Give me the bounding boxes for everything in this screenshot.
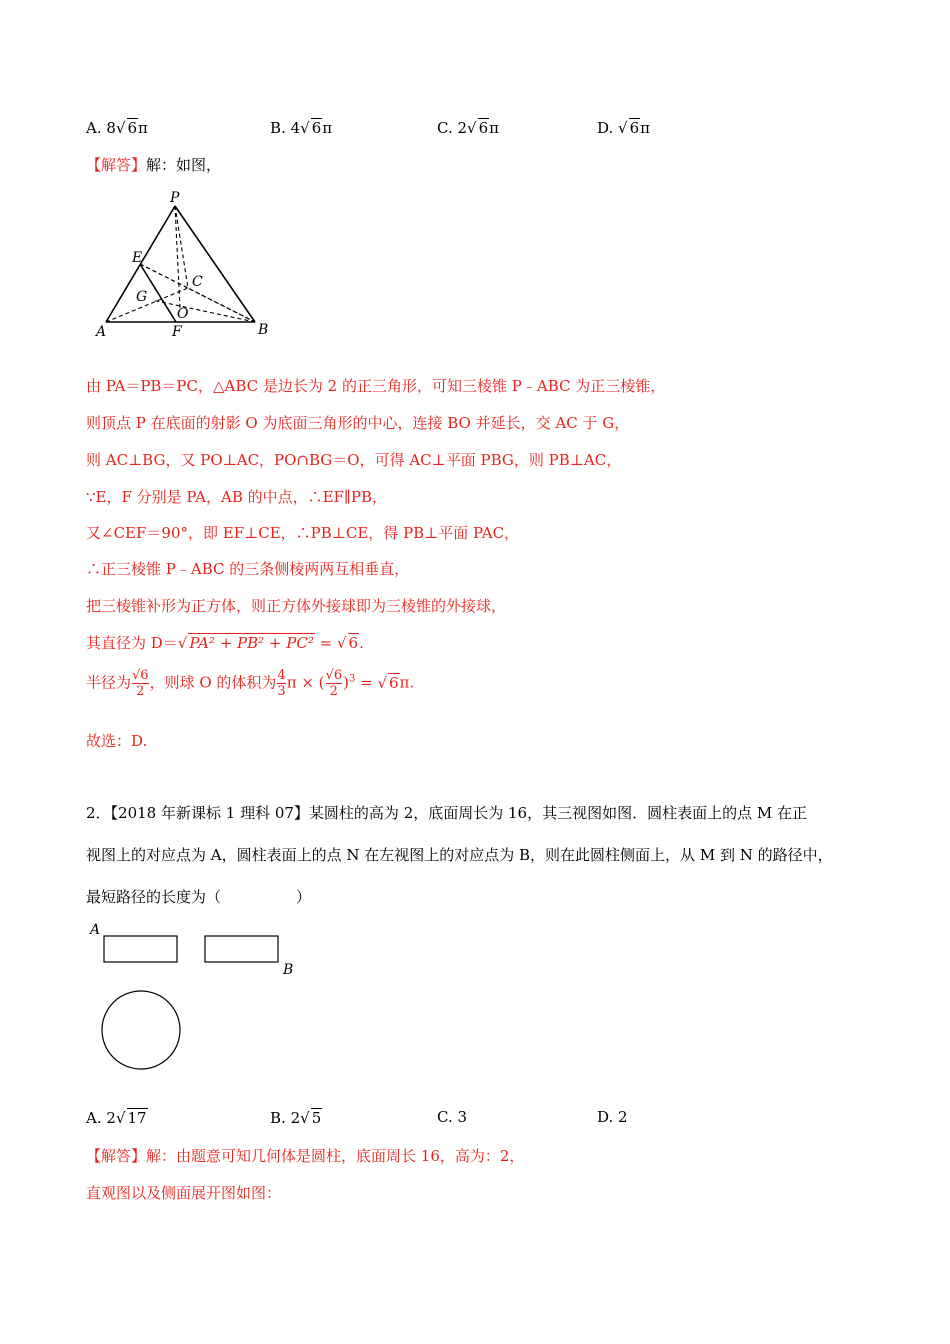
q1-option-c: C. 2√ 6π	[437, 119, 500, 137]
q2-option-b: B. 2√ 5	[270, 1109, 322, 1127]
tetrahedron-figure	[92, 188, 282, 340]
q2-statement-line-2: 视图上的对应点为 A，圆柱表面上的点 N 在左视图上的对应点为 B，则在此圆柱侧面上，从 M 到 N 的路径中，	[86, 846, 833, 864]
q1-solution-line-1: 由 PA＝PB＝PC，△ABC 是边长为 2 的正三角形，可知三棱锥 P﹣ABC 为正三棱锥，	[86, 377, 666, 395]
q1-solution-line-6: ∴正三棱锥 P﹣ABC 的三条侧棱两两互相垂直，	[86, 560, 410, 578]
q1-solution-line-5: 又∠CEF＝90°，即 EF⊥CE，∴PB⊥CE，得 PB⊥平面 PAC，	[86, 524, 520, 542]
label-o: O	[177, 306, 189, 322]
q2-answer-line-2: 直观图以及侧面展开图如图：	[86, 1184, 282, 1202]
q1-option-b: B. 4√ 6π	[270, 119, 333, 137]
q2-statement-line-1: 2．【2018 年新课标 1 理科 07】某圆柱的高为 2，底面周长为 16，其三视图如图．圆柱表面上的点 M 在正	[86, 804, 807, 822]
q2-option-a: A. 2√ 17	[86, 1109, 147, 1127]
label-g: G	[136, 289, 148, 305]
label-c: C	[192, 274, 203, 290]
q1-solution-line-4: ∵E，F 分别是 PA，AB 的中点，∴EF∥PB，	[86, 488, 388, 506]
q1-diameter-formula: 其直径为 D＝√ PA² + PB² + PC² = √ 6.	[86, 634, 364, 652]
label-b: B	[258, 322, 269, 338]
label-b-view: B	[283, 962, 294, 978]
q1-solution-line-2: 则顶点 P 在底面的射影 O 为底面三角形的中心，连接 BO 并延长，交 AC 于 G，	[86, 414, 630, 432]
q1-conclusion: 故选：D.	[86, 732, 148, 750]
q2-option-d: D. 2	[597, 1108, 628, 1126]
side-view-rect	[205, 936, 278, 962]
label-f: F	[172, 324, 182, 340]
q2-statement-line-3: 最短路径的长度为（ ）	[86, 888, 312, 906]
q1-volume-formula: 半径为 $\frac{√6}{2}$ ，则球 O 的体积为 $\frac{4}{3}$ π × ( $\frac{√6}{2}$ )$^3$ = √ 6π.	[86, 668, 415, 699]
q1-solution-line-7: 把三棱锥补形为正方体，则正方体外接球即为三棱锥的外接球，	[86, 597, 507, 615]
three-view-figure	[86, 918, 306, 1078]
label-e: E	[132, 250, 143, 266]
q2-option-c: C. 3	[437, 1108, 468, 1126]
q1-option-d: D. √ 6π	[597, 119, 651, 137]
front-view-rect	[104, 936, 177, 962]
label-a: A	[96, 324, 107, 340]
label-a-view: A	[90, 922, 101, 938]
top-view-circle	[102, 991, 180, 1069]
label-p: P	[170, 190, 180, 206]
q2-answer: 【解答】解：由题意可知几何体是圆柱，底面周长 16，高为：2，	[86, 1147, 525, 1165]
q1-solution-line-3: 则 AC⊥BG，又 PO⊥AC，PO∩BG＝O，可得 AC⊥平面 PBG，则 PB⊥AC，	[86, 451, 622, 469]
q1-answer-intro: 【解答】解：如图，	[86, 156, 222, 174]
q1-option-a: A. 8√ 6π	[86, 119, 148, 137]
